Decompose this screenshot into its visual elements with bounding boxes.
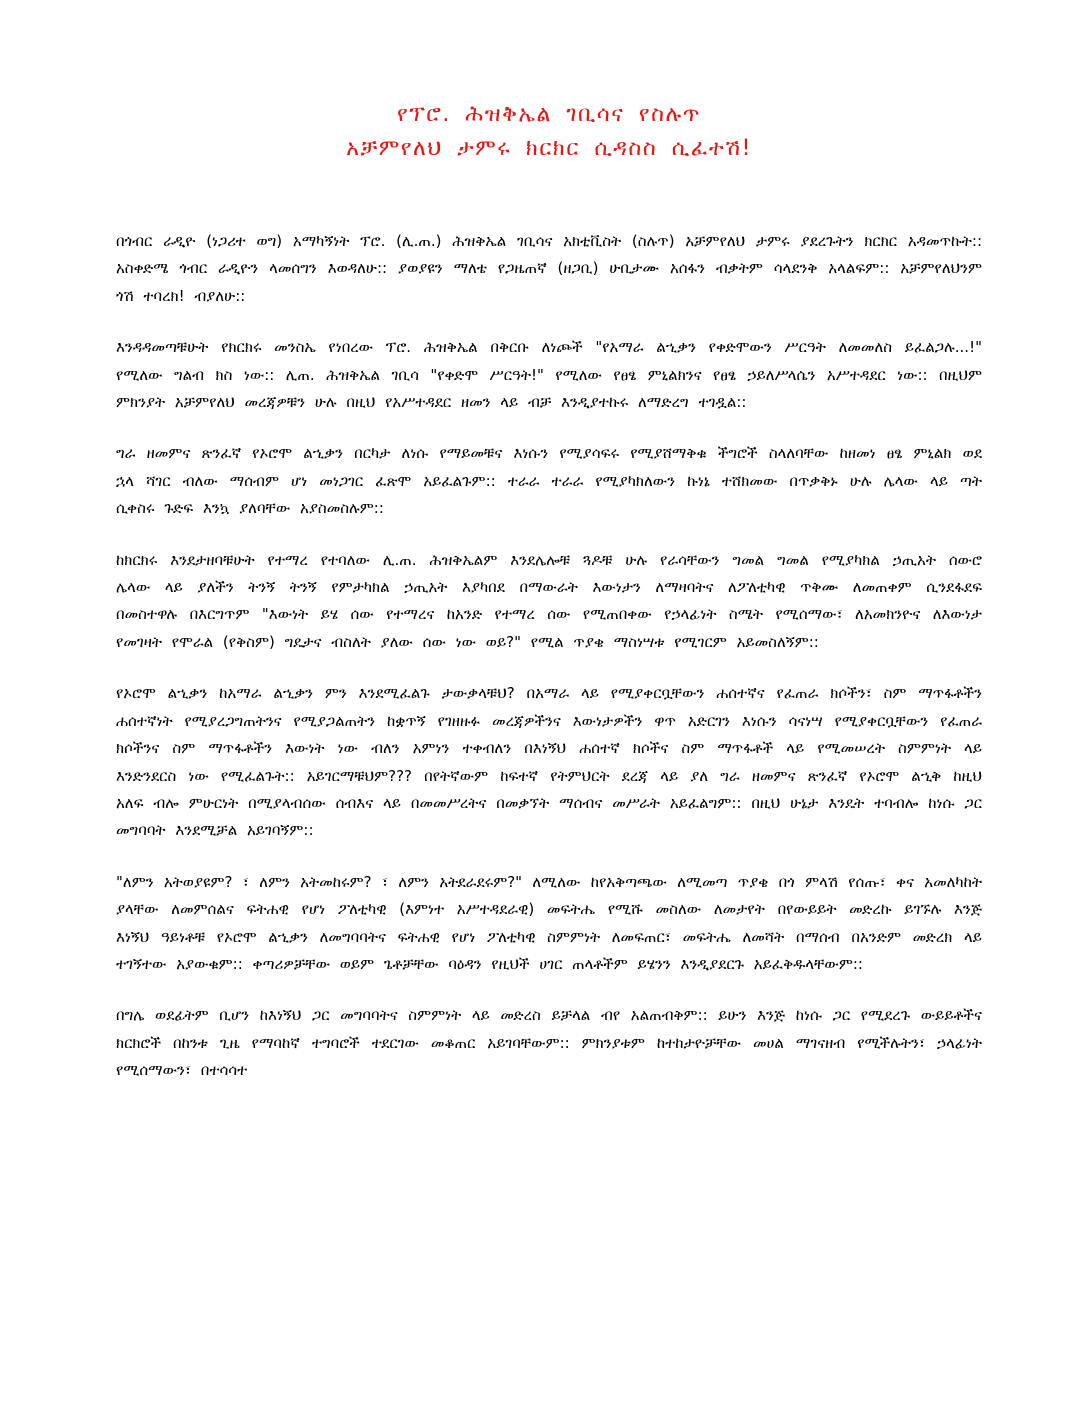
paragraph-6: "ለምን አትወያዩም? ፣ ለምን አትመከሩም? ፣ ለምን አትደራደሩም?" ለሚለው ከየአቅጣጫው ለሚመጣ ጥያቄ በጎ ምላሽ የሰጡ፣ ቀና አመለካከት ያላቸው ለመምሰልና ፍትሐዊ የሆነ ፖለቲካዊ (እምነተ አሥተዳደራዊ) መፍትሔ የሚሹ መስለው ለመታየት በየውይይት መድረኩ ይገኙሉ እንጅ እነኝህ ዓይነቶቹ የኦሮሞ ልኂቃን ለመግባባትና ፍትሐዊ የሆነ ፖለቲካዊ ስምምነት ለመፍጠር፣ መፍትሔ ለመሻት በማሰብ በአንድም መድረክ ላይ ተገኝተው አያውቁም:: ቀጣሪዎቻቸው ወይም ጌቶቻቸው ባዕዳን የዚህች ሀገር ጠላቶችም ይሄንን እንዲያደርጉ አይፈቅዱላቸውም:: bbox=[116, 872, 982, 973]
title-line-2: አቻምየለህ ታምሩ ክርክር ሲዳስስ ሲፈተሽ! bbox=[346, 136, 752, 161]
document-body bbox=[116, 228, 982, 1085]
paragraph-2: እንዳዳመጣቹሁት የክርክሩ መንስኤ የነበረው ፕሮ. ሕዝቅኤል በቅርቡ ለነጮች "የአማራ ልኂቃን የቀድሞውን ሥርዓት ለመመለስ ይፈልጋሉ...!" የሚለው ግልብ ክስ ነው:: ሊጠ. ሕዝቅኤል ገቢሳ "የቀድሞ ሥርዓት!" የሚለው የፀፄ ምኒልክንና የፀፄ ኃይለሥላሴን አሥተዳደር ነው:: በዚህም ምክንያት አቻምየለህ መረጃዎቹን ሁሉ በዚህ የአሥተዳደር ዘመን ላይ ብቻ እንዲያተኩሩ ለማድረግ ተገዷል:: bbox=[116, 338, 982, 412]
paragraph-4: ከክርክሩ እንደታዘባቹሁት የተማረ የተባለው ሊ.ጠ. ሕዝቅኤልም እንደሌሎቹ ጓዶቹ ሁሉ የራሳቸውን ግመል ግመል የሚያካክል ኃጢአት ሰውሮ ሌላው ላይ ያለችን ትንኝ ትንኝ የምታካክል ኃጢአት እያካበደ በማውራት እውነታን ለማዛባትና ለፖለቲካዊ ጥቅሙ ለመጠቀም ሲንደፋደፍ በመስተዋሉ በእርግጥም "እውነት ይሄ ሰው የተማረና ከአንድ የተማረ ሰው የሚጠበቀው የኃላፊነት ስሜት የሚሰማው፣ ለአመክንዮና ለእውነታ የመገዛት የሞራል (የቅስም) ግዴታና ብስለት ያለው ሰው ነው ወይ?" የሚል ጥያቄ ማስነሣቱ የሚገርም አይመስለኝም:: bbox=[116, 550, 982, 651]
paragraph-5: የኦሮሞ ልኂቃን ከአማራ ልኂቃን ምን እንደሚፈልጉ ታውቃላቹህ? በአማራ ላይ የሚያቀርቧቸውን ሐሰተኛና የፈጠራ ክሶችን፣ ስም ማጥፋቶችን ሐሰተኛነት የሚያረጋግጠትንና የሚያጋልጠትን ከቋጥኝ የገዘዙፉ መረጃዎችንና እውነታዎችን ዋጥ አድርገን እነሱን ሳናነሣ የሚያቀርቧቸውን የፈጠራ ክሶችንና ስም ማጥፋቶችን እውነት ነው ብለን አምነን ተቀብለን በእነኝህ ሐሰተኛ ክሶችና ስም ማጥፋቶች ላይ የሚመሠረት ስምምነት ላይ እንድንደርስ ነው የሚፈልጉት:: አይገርማቹህም??? በየትኛውም ከፍተኛ የትምህርት ደረጃ ላይ ያለ ግራ ዘመምና ጽንፈኛ የኦሮሞ ልኂቅ ከዚህ አለፍ ብሎ ምሁርነት በሚያላብሰው ሰብእና ላይ በመመሥረትና በመቃኘት ማሰብና መሥራት አይፈልግም:: በዚህ ሁኔታ እንዴት ተባብሎ ከነሱ ጋር መግባባት እንደሚቻል አይገባኝም:: bbox=[116, 684, 982, 840]
title-line-1: የፕሮ. ሕዝቅኤል ገቢሳና የስሉጥ bbox=[397, 102, 701, 127]
document-title bbox=[116, 98, 982, 166]
paragraph-1: በጎብር ራዲዮ (ነጋሪተ ወግ) አማካኝነት ፕሮ. (ሊ.ጠ.) ሕዝቅኤል ገቢሳና አክቲቪስት (ስሉጥ) አቻምየለህ ታምሩ ያደረጉትን ክርክር አዳመጥኩት:: አስቀድሜ ጎብር ራዲዮን ላመሰግን እወዳለሁ:: ያወያዩን ማለቴ የጋዜጠኛ (ዘጋቢ) ሁቢታሙ አሰፋን ብቃትም ሳላደንቅ አላልፍም:: አቻምየለህንም ጎሽ ተባረክ! ብያለሁ:: bbox=[116, 232, 982, 305]
paragraph-3: ግራ ዘመምና ጽንፈኛ የኦሮሞ ልኂቃን በርካታ ለነሱ የማይመቹና እነሱን የሚያሳፍሩ የሚያሸማቅቁ ችግሮች ስላለባቸው ከዘመነ ፀፄ ምኒልክ ወደ ኋላ ሻገር ብለው ማሰብም ሆነ መነጋገር ፈጽሞ አይፈልጉም:: ተራራ ተራራ የሚያካክለውን ኩነኔ ተሸክመው በጥቃቅኑ ሁሉ ሌላው ላይ ጣት ሲቀስሩ ጉድፍ እንኳ ያለባቸው አያስመስሉም:: bbox=[116, 444, 982, 518]
paragraph-7: በግሌ ወደፊትም ቢሆን ከእነኝህ ጋር መግባባትና ስምምነት ላይ መድረስ ይቻላል ብየ አልጠብቅም:: ይሁን እንጅ ከነሱ ጋር የሚደረጉ ውይይቶችና ክርክሮች በከንቱ ጊዜ የማባከኛ ተግባሮች ተደርገው መቆጠር አይገባቸውም:: ምክንያቱም ከተከታዮቻቸው መሀል ማገናዘብ የሚችሉትን፣ ኃላፊነት የሚሰማውን፣ በተሳሳተ bbox=[116, 1006, 982, 1080]
